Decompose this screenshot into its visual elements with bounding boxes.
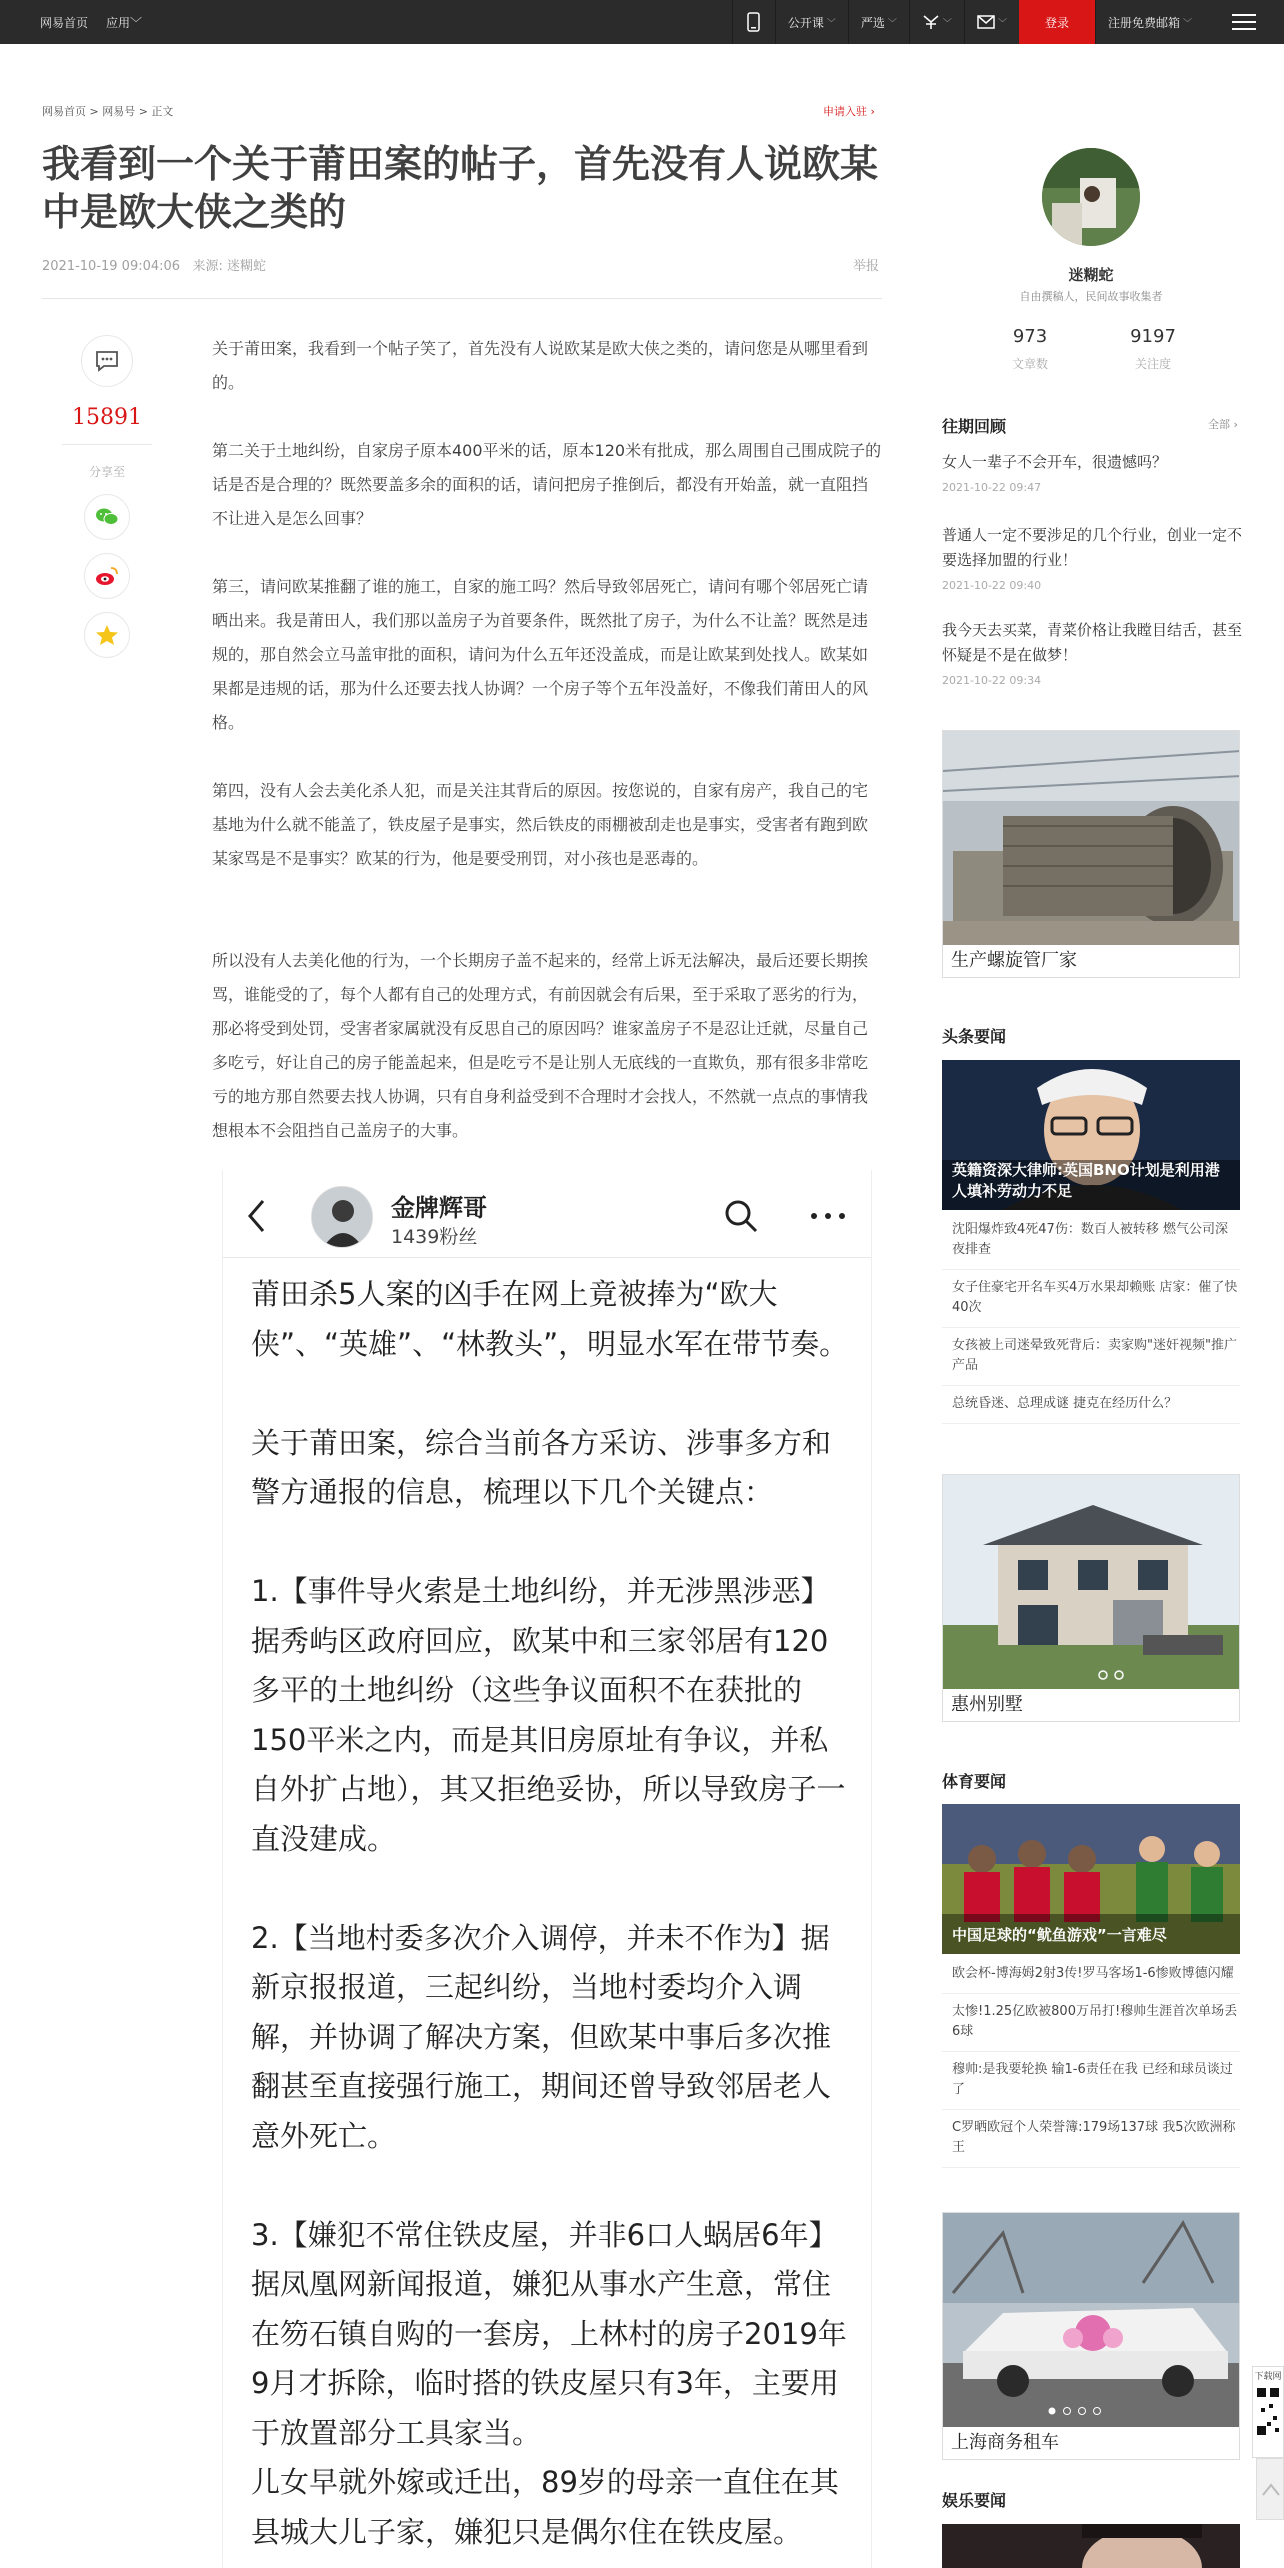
screenshot-avatar [311,1186,373,1248]
news-item[interactable]: 太惨!1.25亿欧被800万吊打!穆帅生涯首次单场丢6球 [942,1994,1240,2052]
author-avatar[interactable] [1042,148,1140,246]
past-article-item[interactable]: 女人一辈子不会开车，很遗憾吗？ 2021-10-22 09:47 [942,453,1168,494]
past-article-item[interactable]: 普通人一定不要涉足的几个行业，创业一定不要选择加盟的行业！ 2021-10-22 09:40 [942,526,1243,592]
nav-yanxuan[interactable]: 严选 ﹀ [848,0,909,44]
ent-section-title: 娱乐要闻 [942,2491,1007,2510]
share-label: 分享至 [88,465,125,479]
article-title: 我看到一个关于莆田案的帖子，首先没有人说欧某中是欧大侠之类的 [42,142,879,234]
news-item[interactable]: 女孩被上司迷晕致死背后：卖家购"迷奸视频"推广产品 [942,1328,1240,1386]
ad-caption: 生产螺旋管厂家 [951,950,1077,971]
hamburger-menu-icon[interactable] [1204,0,1284,44]
top-nav-bar [0,0,1284,44]
register-mail-link[interactable]: 注册免费邮箱 ﹀ [1095,0,1204,44]
past-article-item[interactable]: 我今天去买菜，青菜价格让我瞠目结舌，甚至怀疑是不是在做梦！ 2021-10-22 09:34 [942,621,1243,687]
news-item[interactable]: 穆帅:是我要轮换 输1-6责任在我 已经和球员谈过了 [942,2052,1240,2110]
report-link[interactable]: 举报 [853,259,880,274]
ent-hero[interactable] [942,2524,1240,2568]
article-paragraph: 所以没有人去美化他的行为，一个长期房子盖不起来的，经常上诉无法解决，最后还要长期挨骂，谁能受的了，每个人都有自己的处理方式，有前因就会有后果，至于采取了恶劣的行为，那必将受到处罚，受害者家属就没有反思自己的原因吗？谁家盖房子不是忍让迁就，尽量自己多吃亏，好让自己的房子能盖起来，但是吃亏不是让别人无底线的一直欺负，那有很多非常吃亏的地方那自然要去找人协调，只有自身利益受到不合理时才会找人，不然就一点点的事情我想根本不会阻挡自己盖房子的大事。 [212,951,869,1140]
sports-section-title: 体育要闻 [942,1772,1007,1791]
apply-join-link[interactable]: 申请入驻 › [823,105,875,118]
news-item[interactable]: C罗晒欧冠个人荣誉簿:179场137球 我5次欧洲称王 [942,2110,1240,2168]
divider [62,444,152,445]
lottery-icon[interactable]: ﹀ [909,0,964,44]
ad-image [943,2213,1239,2427]
past-more-link[interactable]: 全部 › [1208,418,1238,431]
wechat-share-icon[interactable] [84,494,130,540]
author-description: 自由撰稿人，民间故事收集者 [1019,290,1163,303]
nav-home-link[interactable]: 网易首页 [40,15,89,30]
back-arrow-icon [245,1198,269,1238]
comment-count[interactable]: 15891 [72,405,142,430]
ad-huizhou-villa[interactable] [942,1474,1240,1722]
embedded-screenshot [222,1170,872,2568]
headline-hero[interactable]: 英籍资深大律师:英国BNO计划是利用港人填补劳动力不足 [942,1060,1240,1210]
ad-caption: 惠州别墅 [951,1694,1023,1715]
share-column [62,335,152,671]
mail-icon[interactable]: ﹀ [964,0,1019,44]
article-meta [42,255,266,274]
favorite-star-icon[interactable] [84,612,130,658]
ad-caption: 上海商务租车 [951,2432,1059,2453]
screenshot-header [223,1170,872,1258]
ad-spiral-pipe[interactable] [942,730,1240,978]
nav-open-course[interactable]: 公开课 ﹀ [775,0,848,44]
author-fans-stat: 9197 关注度 [1130,326,1176,371]
article-date: 2021-10-19 09:04:06 [42,259,181,274]
ad-shanghai-car[interactable] [942,2212,1240,2460]
ad-image [943,731,1239,945]
divider [42,298,882,299]
app-download-qr[interactable]: 下载网 [1252,2366,1284,2458]
sports-news-list [942,1956,1240,2168]
sports-hero[interactable]: 中国足球的“鱿鱼游戏”一言难尽 [942,1804,1240,1954]
article-paragraph: 第二关于土地纠纷，自家房子原本400平米的话，原本120米有批成，那么周围自己围成院子的话是否是合理的？既然要盖多余的面积的话，请问把房子推倒后，都没有开始盖，就一直阻挡不让进入是怎么回事？ [212,441,882,528]
article-paragraph: 第四，没有人会去美化杀人犯，而是关注其背后的原因。按您说的，自家有房产，我自己的宅基地为什么就不能盖了，铁皮屋子是事实，然后铁皮的雨棚被刮走也是事实，受害者有跑到欧某家骂是不是事实？欧某的行为，他是要受刑罚，对小孩也是恶毒的。 [212,781,869,868]
login-button[interactable]: 登录 [1019,0,1095,44]
past-section-title: 往期回顾 [942,417,1007,436]
headline-news-list [942,1212,1240,1424]
nav-apps-menu[interactable]: 应用﹀ [106,15,143,30]
news-item[interactable]: 总统昏迷、总理成谜 捷克在经历什么？ [942,1386,1240,1424]
article-paragraph: 关于莆田案，我看到一个帖子笑了，首先没有人说欧某是欧大侠之类的，请问您是从哪里看到的。 [212,339,869,392]
author-articles-stat: 973 文章数 [1011,326,1048,371]
headline-section-title: 头条要闻 [942,1027,1007,1046]
news-item[interactable]: 欧会杯-博海姆2射3传!罗马客场1-6惨败博德闪耀 [942,1956,1240,1994]
breadcrumb[interactable]: 网易首页 > 网易号 > 正文 [42,105,174,118]
article-source: 来源: 迷糊蛇 [192,259,266,274]
back-to-top-icon[interactable] [1256,2458,1284,2520]
mobile-icon[interactable] [732,0,775,44]
news-item[interactable]: 女子住豪宅开名车买4万水果却赖账 店家：催了快40次 [942,1270,1240,1328]
screenshot-username: 金牌辉哥 [391,1194,487,1222]
news-item[interactable]: 沈阳爆炸致4死47伤：数百人被转移 燃气公司深夜排查 [942,1212,1240,1270]
article-paragraph: 第三，请问欧某推翻了谁的施工，自家的施工吗？然后导致邻居死亡，请问有哪个邻居死亡请晒出来。我是莆田人，我们那以盖房子为首要条件，既然批了房子，为什么不让盖？既然是违规的，那自然会立马盖审批的面积，请问为什么五年还没盖成，而是让欧某到处找人。欧某如果都是违规的话，那为什么还要去找人协调？一个房子等个五年没盖好，不像我们莆田人的风格。 [212,577,869,732]
screenshot-fans: 1439粉丝 [391,1226,478,1248]
weibo-share-icon[interactable] [84,553,130,599]
ad-image [943,1475,1239,1689]
more-icon [808,1198,848,1238]
screenshot-post-text: 莆田杀5人案的凶手在网上竟被捧为“欧大侠”、“英雄”、“林教头”，明显水军在带节奏。 关于莆田案，综合当前各方采访、涉事多方和警方通报的信息，梳理以下几个关键点： 1.【事件导火索是土地纠纷，并无涉黑涉恶】据秀屿区政府回应，欧某中和三家邻居有120多平的土地纠纷（这些争议面积不在获批的150平米之内，而是其旧房原址有争议，并私自外扩占地），其又拒绝妥协，所以导致房子一直没建成。 2.【当地村委多次介入调停，并未不作为】据新京报报道，三起纠纷，当地村委均介入调解，并协调了解决方案，但欧某中事后多次推翻甚至直接强行施工，期间还曾导致邻居老人意外死亡。 3.【嫌犯不常住铁皮屋，并非6口人蜗居6年】据凤凰网新闻报道，嫌犯从事水产生意，常住在笏石镇自购的一套房，上林村的房子2019年9月才拆除，临时搭的铁皮屋只有3年，主要用于放置部分工具家当。 儿女早就外嫁或迁出，89岁的母亲一直住在其县城大儿子家，嫌犯只是偶尔住在铁皮屋。 [251,1277,849,2549]
search-icon [723,1198,759,1238]
comment-icon[interactable] [81,335,133,387]
author-name[interactable]: 迷糊蛇 [1068,266,1114,284]
